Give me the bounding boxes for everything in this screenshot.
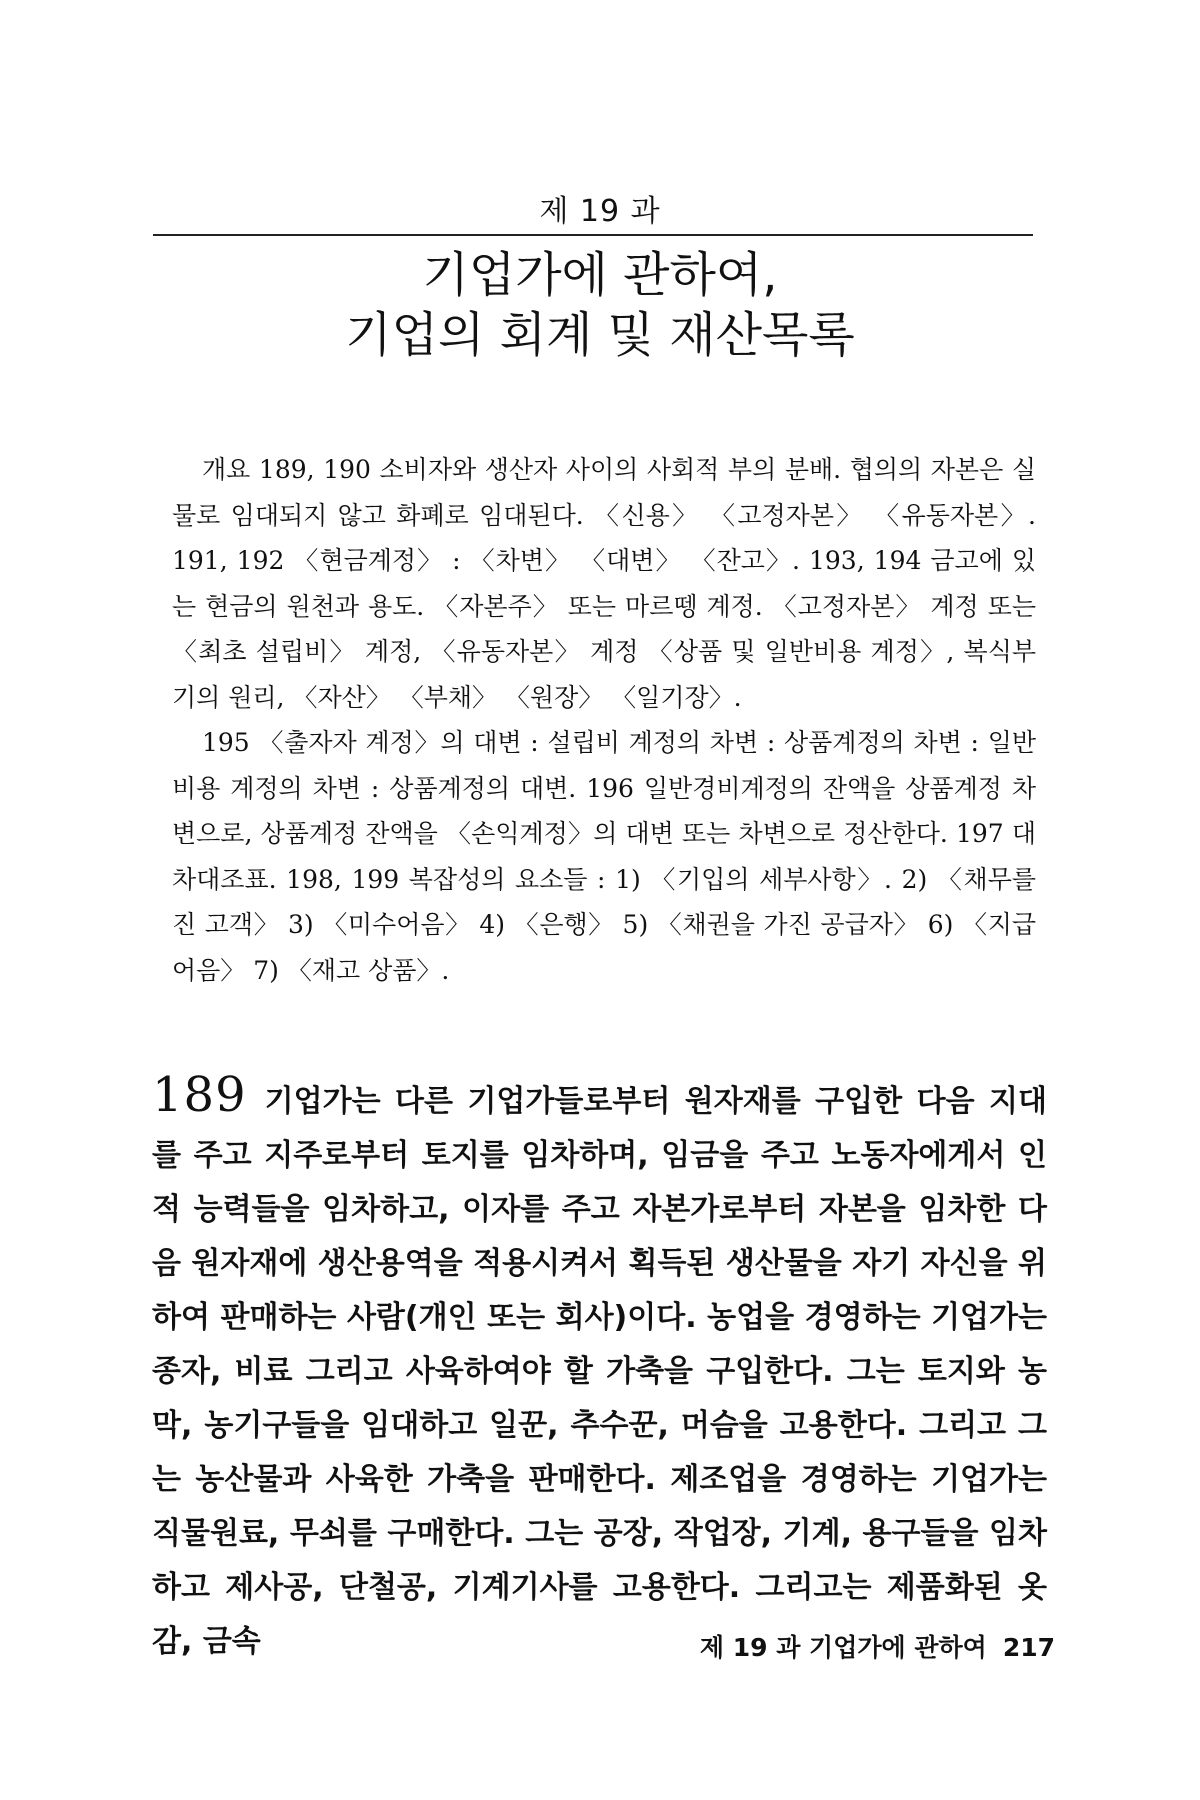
page-number: 217 <box>1002 1633 1055 1662</box>
chapter-title-line-1: 기업가에 관하여, <box>422 247 778 303</box>
body-section <box>152 1068 1047 1669</box>
page-footer <box>660 1628 1055 1664</box>
chapter-title <box>0 245 1200 365</box>
summary-paragraph-2: 195 〈출자자 계정〉의 대변 : 설립비 계정의 차변 : 상품계정의 차변 : 일반비용 계정의 차변 : 상품계정의 대변. 196 일반경비계정의 잔액을 상품계정 차변으로, 상품계정 잔액을 〈손익계정〉의 대변 또는 차변으로 정산한다. 197 대차대조표. 198, 199 복잡성의 요소들 : 1) 〈기입의 세부사항〉. 2) 〈채무를 진 고객〉 3) 〈미수어음〉 4) 〈은행〉 5) 〈채권을 가진 공급자〉 6) 〈지급 어음〉 7) 〈재고 상품〉. <box>172 728 1036 985</box>
section-number: 189 <box>152 1067 247 1123</box>
chapter-title-line-2: 기업의 회계 및 재산목록 <box>345 307 855 363</box>
chapter-summary <box>172 447 1036 993</box>
running-head: 제 19 과 기업가에 관하여 <box>699 1633 987 1662</box>
summary-paragraph-1: 개요 189, 190 소비자와 생산자 사이의 사회적 부의 분배. 협의의 자본은 실물로 임대되지 않고 화폐로 임대된다. 〈신용〉 〈고정자본〉 〈유동자본〉. 191, 192 〈현금계정〉 : 〈차변〉 〈대변〉 〈잔고〉. 193, 194 금고에 있는 현금의 원천과 용도. 〈자본주〉 또는 마르뗑 계정. 〈고정자본〉 계정 또는 〈최초 설립비〉 계정, 〈유동자본〉 계정 〈상품 및 일반비용 계정〉, 복식부기의 원리, 〈자산〉 〈부채〉 〈원장〉 〈일기장〉. <box>172 455 1036 712</box>
body-paragraph <box>152 1068 1047 1669</box>
body-paragraph-text: 기업가는 다른 기업가들로부터 원자재를 구입한 다음 지대를 주고 지주로부터 토지를 임차하며, 임금을 주고 노동자에게서 인적 능력들을 임차하고, 이자를 주고 자본가로부터 자본을 임차한 다음 원자재에 생산용역을 적용시켜서 획득된 생산물을 자기 자신을 위하여 판매하는 사람(개인 또는 회사)이다. 농업을 경영하는 기업가는 종자, 비료 그리고 사육하여야 할 가축을 구입한다. 그는 토지와 농막, 농기구들을 임대하고 일꾼, 추수꾼, 머슴을 고용한다. 그리고 그는 농산물과 사육한 가축을 판매한다. 제조업을 경영하는 기업가는 직물원료, 무쇠를 구매한다. 그는 공장, 작업장, 기계, 용구들을 임차하고 제사공, 단철공, 기계기사를 고용한다. 그리고는 제품화된 옷감, 금속 <box>152 1084 1047 1659</box>
title-divider <box>153 234 1033 236</box>
chapter-label: 제 19 과 <box>539 194 661 229</box>
